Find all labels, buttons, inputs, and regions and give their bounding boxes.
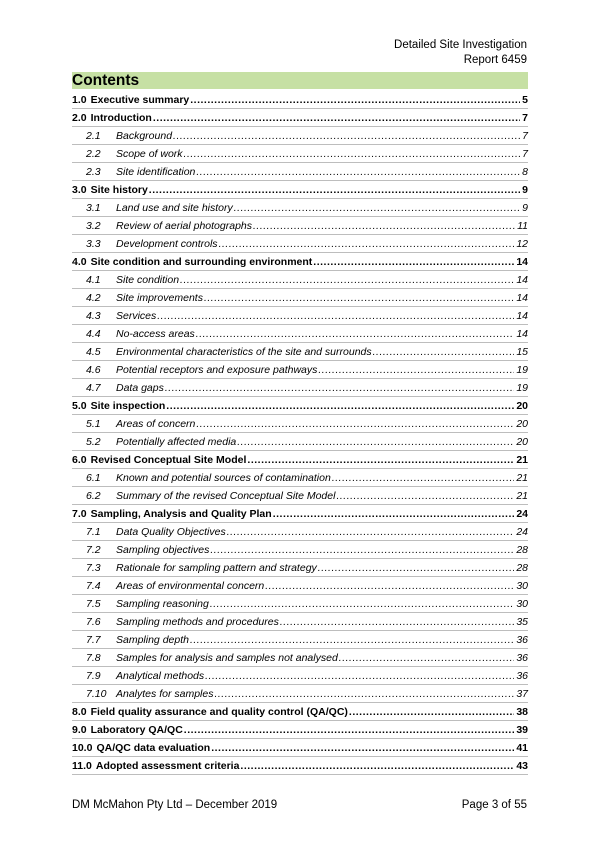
toc-dot-leader bbox=[349, 703, 514, 721]
toc-entry-number: 7.3 bbox=[86, 562, 101, 574]
toc-dot-leader bbox=[280, 613, 514, 631]
toc-entry[interactable] bbox=[72, 163, 528, 181]
toc-dot-leader bbox=[184, 721, 515, 739]
toc-entry[interactable] bbox=[72, 199, 528, 217]
toc-entry-title: Site condition and surrounding environment bbox=[90, 256, 313, 268]
toc-entry[interactable] bbox=[72, 361, 528, 379]
toc-entry-number: 6.2 bbox=[86, 490, 101, 502]
toc-dot-leader bbox=[214, 685, 514, 703]
toc-entry-title: Analytical methods bbox=[116, 670, 205, 682]
toc-entry-number: 7.8 bbox=[86, 652, 101, 664]
toc-entry[interactable] bbox=[72, 271, 528, 289]
toc-dot-leader bbox=[240, 757, 514, 775]
toc-entry-page-number: 11 bbox=[517, 220, 528, 232]
toc-entry-number: 3.3 bbox=[86, 238, 101, 250]
toc-entry-title: Scope of work bbox=[116, 148, 183, 160]
toc-entry-page-number: 19 bbox=[516, 364, 528, 376]
toc-entry-title: Analytes for samples bbox=[116, 688, 214, 700]
toc-entry-title: Areas of concern bbox=[116, 418, 196, 430]
toc-entry-page-number: 9 bbox=[522, 202, 528, 214]
toc-entry-page-number: 21 bbox=[516, 454, 528, 466]
toc-entry-page-number: 14 bbox=[516, 310, 528, 322]
toc-entry-page-number: 37 bbox=[516, 688, 528, 700]
toc-entry-title: Background bbox=[116, 130, 173, 142]
toc-entry-number: 4.4 bbox=[86, 328, 101, 340]
toc-entry-title: Samples for analysis and samples not analysed bbox=[116, 652, 338, 664]
toc-entry-number: 4.1 bbox=[86, 274, 101, 286]
toc-entry-number: 4.7 bbox=[86, 382, 101, 394]
toc-entry-title: Data Quality Objectives bbox=[116, 526, 226, 538]
toc-entry[interactable] bbox=[72, 325, 528, 343]
toc-entry[interactable] bbox=[72, 433, 528, 451]
toc-entry-page-number: 28 bbox=[516, 562, 528, 574]
toc-entry[interactable] bbox=[72, 667, 528, 685]
toc-entry-number: 4.0 bbox=[72, 256, 87, 268]
toc-dot-leader bbox=[211, 739, 514, 757]
toc-entry-number: 7.10 bbox=[86, 688, 107, 700]
toc-dot-leader bbox=[332, 469, 515, 487]
toc-entry[interactable] bbox=[72, 523, 528, 541]
toc-entry-page-number: 7 bbox=[522, 148, 528, 160]
toc-entry-title: Services bbox=[116, 310, 157, 322]
toc-dot-leader bbox=[196, 325, 515, 343]
toc-entry-title: Potential receptors and exposure pathways bbox=[116, 364, 318, 376]
toc-entry-page-number: 7 bbox=[522, 130, 528, 142]
toc-dot-leader bbox=[184, 145, 521, 163]
toc-entry-title: Sampling objectives bbox=[116, 544, 210, 556]
toc-dot-leader bbox=[237, 433, 514, 451]
toc-entry-number: 5.2 bbox=[86, 436, 101, 448]
toc-entry-page-number: 21 bbox=[516, 472, 528, 484]
toc-entry-number: 7.0 bbox=[72, 508, 87, 520]
toc-entry-page-number: 24 bbox=[516, 508, 528, 520]
toc-entry-title: Adopted assessment criteria bbox=[95, 760, 240, 772]
toc-entry-number: 4.6 bbox=[86, 364, 101, 376]
toc-dot-leader bbox=[157, 307, 514, 325]
toc-entry-title: Site history bbox=[90, 184, 148, 196]
toc-entry[interactable] bbox=[72, 595, 528, 613]
toc-dot-leader bbox=[180, 271, 514, 289]
toc-entry-title: Site identification bbox=[116, 166, 196, 178]
toc-entry[interactable] bbox=[72, 217, 528, 235]
toc-dot-leader bbox=[196, 163, 520, 181]
toc-entry[interactable] bbox=[72, 109, 528, 127]
toc-entry-page-number: 14 bbox=[516, 292, 528, 304]
toc-dot-leader bbox=[210, 595, 515, 613]
toc-entry-number: 7.5 bbox=[86, 598, 101, 610]
toc-entry-page-number: 41 bbox=[516, 742, 528, 754]
toc-entry-page-number: 39 bbox=[516, 724, 528, 736]
toc-entry-title: No-access areas bbox=[116, 328, 195, 340]
toc-entry[interactable] bbox=[72, 487, 528, 505]
toc-entry-title: Site inspection bbox=[90, 400, 166, 412]
toc-entry[interactable] bbox=[72, 703, 528, 721]
toc-dot-leader bbox=[219, 235, 515, 253]
toc-entry-number: 7.9 bbox=[86, 670, 101, 682]
toc-entry[interactable] bbox=[72, 91, 528, 109]
toc-entry-page-number: 30 bbox=[516, 598, 528, 610]
toc-entry-title: Sampling reasoning bbox=[116, 598, 209, 610]
toc-entry[interactable] bbox=[72, 451, 528, 469]
toc-dot-leader bbox=[190, 631, 514, 649]
toc-dot-leader bbox=[234, 199, 520, 217]
toc-entry-number: 7.7 bbox=[86, 634, 101, 646]
toc-dot-leader bbox=[153, 109, 520, 127]
toc-entry-page-number: 14 bbox=[516, 256, 528, 268]
toc-entry-number: 11.0 bbox=[72, 760, 92, 772]
toc-entry-title: QA/QC data evaluation bbox=[96, 742, 211, 754]
toc-dot-leader bbox=[313, 253, 514, 271]
toc-entry[interactable] bbox=[72, 253, 528, 271]
toc-entry-page-number: 9 bbox=[522, 184, 528, 196]
toc-dot-leader bbox=[204, 289, 514, 307]
toc-entry[interactable] bbox=[72, 613, 528, 631]
toc-entry[interactable] bbox=[72, 469, 528, 487]
toc-entry-title: Potentially affected media bbox=[116, 436, 237, 448]
toc-entry-number: 5.0 bbox=[72, 400, 87, 412]
toc-entry[interactable] bbox=[72, 559, 528, 577]
toc-entry[interactable] bbox=[72, 577, 528, 595]
toc-entry[interactable] bbox=[72, 685, 528, 703]
toc-entry[interactable] bbox=[72, 127, 528, 145]
toc-entry-number: 2.1 bbox=[86, 130, 101, 142]
toc-entry-number: 2.0 bbox=[72, 112, 87, 124]
toc-entry-page-number: 43 bbox=[516, 760, 528, 772]
toc-entry-title: Areas of environmental concern bbox=[116, 580, 265, 592]
header-document-title: Detailed Site Investigation bbox=[394, 39, 527, 51]
toc-dot-leader bbox=[253, 217, 515, 235]
toc-dot-leader bbox=[205, 667, 514, 685]
toc-entry[interactable] bbox=[72, 145, 528, 163]
toc-entry-title: Known and potential sources of contamination bbox=[116, 472, 331, 484]
toc-entry-number: 2.3 bbox=[86, 166, 101, 178]
toc-entry[interactable] bbox=[72, 397, 528, 415]
toc-entry-number: 7.2 bbox=[86, 544, 101, 556]
toc-entry-number: 7.1 bbox=[86, 526, 101, 538]
footer-company-date: DM McMahon Pty Ltd – December 2019 bbox=[72, 799, 278, 811]
toc-dot-leader bbox=[166, 397, 514, 415]
toc-dot-leader bbox=[247, 451, 514, 469]
toc-entry-page-number: 7 bbox=[522, 112, 528, 124]
toc-entry-title: Laboratory QA/QC bbox=[90, 724, 183, 736]
toc-entry-number: 3.1 bbox=[86, 202, 101, 214]
toc-entry-number: 7.6 bbox=[86, 616, 101, 628]
page-footer bbox=[72, 799, 527, 811]
toc-entry-number: 6.0 bbox=[72, 454, 87, 466]
toc-dot-leader bbox=[339, 649, 515, 667]
toc-entry-title: Rationale for sampling pattern and strategy bbox=[116, 562, 317, 574]
toc-entry-page-number: 15 bbox=[516, 346, 528, 358]
toc-entry-title: Land use and site history bbox=[116, 202, 233, 214]
toc-dot-leader bbox=[265, 577, 514, 595]
toc-entry-number: 7.4 bbox=[86, 580, 101, 592]
header-report-number: Report 6459 bbox=[463, 54, 527, 66]
table-of-contents bbox=[72, 91, 528, 775]
toc-entry-title: Site improvements bbox=[116, 292, 203, 304]
toc-entry[interactable] bbox=[72, 289, 528, 307]
toc-entry-title: Revised Conceptual Site Model bbox=[90, 454, 247, 466]
toc-entry-page-number: 35 bbox=[516, 616, 528, 628]
toc-entry-number: 9.0 bbox=[72, 724, 87, 736]
toc-entry[interactable] bbox=[72, 631, 528, 649]
toc-entry-page-number: 20 bbox=[516, 418, 528, 430]
toc-dot-leader bbox=[190, 91, 520, 109]
toc-entry-number: 2.2 bbox=[86, 148, 101, 160]
toc-entry-number: 4.2 bbox=[86, 292, 101, 304]
toc-entry-page-number: 36 bbox=[516, 652, 528, 664]
toc-entry-title: Sampling methods and procedures bbox=[116, 616, 279, 628]
toc-entry-number: 10.0 bbox=[72, 742, 93, 754]
toc-dot-leader bbox=[318, 559, 515, 577]
toc-entry-title: Introduction bbox=[90, 112, 152, 124]
toc-entry-page-number: 36 bbox=[516, 634, 528, 646]
page-header bbox=[394, 38, 527, 68]
toc-entry-title: Field quality assurance and quality control (QA/QC) bbox=[90, 706, 348, 718]
toc-entry[interactable] bbox=[72, 235, 528, 253]
toc-dot-leader bbox=[373, 343, 515, 361]
toc-entry[interactable] bbox=[72, 505, 528, 523]
footer-page-number: Page 3 of 55 bbox=[461, 799, 527, 811]
toc-dot-leader bbox=[149, 181, 520, 199]
toc-entry[interactable] bbox=[72, 649, 528, 667]
toc-entry-page-number: 5 bbox=[522, 94, 528, 106]
toc-entry[interactable] bbox=[72, 181, 528, 199]
toc-entry[interactable] bbox=[72, 379, 528, 397]
toc-entry[interactable] bbox=[72, 415, 528, 433]
toc-entry-page-number: 36 bbox=[516, 670, 528, 682]
toc-entry-page-number: 14 bbox=[516, 328, 528, 340]
toc-entry-title: Data gaps bbox=[116, 382, 164, 394]
toc-entry[interactable] bbox=[72, 739, 528, 757]
toc-entry[interactable] bbox=[72, 757, 528, 775]
toc-entry-number: 3.2 bbox=[86, 220, 101, 232]
toc-entry-page-number: 14 bbox=[516, 274, 528, 286]
toc-entry-title: Sampling depth bbox=[116, 634, 189, 646]
toc-entry[interactable] bbox=[72, 307, 528, 325]
toc-entry-page-number: 30 bbox=[516, 580, 528, 592]
toc-entry-page-number: 28 bbox=[516, 544, 528, 556]
toc-entry-title: Development controls bbox=[116, 238, 218, 250]
toc-dot-leader bbox=[173, 127, 520, 145]
toc-entry-title: Review of aerial photographs bbox=[116, 220, 252, 232]
toc-entry-title: Summary of the revised Conceptual Site Model bbox=[116, 490, 336, 502]
toc-dot-leader bbox=[196, 415, 514, 433]
toc-entry-title: Executive summary bbox=[90, 94, 190, 106]
toc-entry[interactable] bbox=[72, 343, 528, 361]
toc-dot-leader bbox=[227, 523, 515, 541]
toc-entry-page-number: 8 bbox=[522, 166, 528, 178]
toc-dot-leader bbox=[210, 541, 514, 559]
toc-entry-number: 5.1 bbox=[86, 418, 101, 430]
toc-entry-page-number: 21 bbox=[516, 490, 528, 502]
toc-entry-page-number: 24 bbox=[516, 526, 528, 538]
toc-entry[interactable] bbox=[72, 721, 528, 739]
toc-dot-leader bbox=[318, 361, 514, 379]
toc-entry[interactable] bbox=[72, 541, 528, 559]
toc-entry-page-number: 38 bbox=[516, 706, 528, 718]
toc-entry-page-number: 19 bbox=[516, 382, 528, 394]
toc-entry-title: Site condition bbox=[116, 274, 180, 286]
toc-dot-leader bbox=[273, 505, 515, 523]
toc-entry-page-number: 20 bbox=[516, 436, 528, 448]
toc-entry-title: Environmental characteristics of the site and surrounds bbox=[116, 346, 372, 358]
toc-entry-number: 4.3 bbox=[86, 310, 101, 322]
toc-entry-number: 4.5 bbox=[86, 346, 101, 358]
toc-entry-number: 1.0 bbox=[72, 94, 87, 106]
toc-dot-leader bbox=[336, 487, 514, 505]
toc-entry-number: 3.0 bbox=[72, 184, 87, 196]
toc-entry-title: Sampling, Analysis and Quality Plan bbox=[90, 508, 272, 520]
toc-entry-page-number: 20 bbox=[516, 400, 528, 412]
toc-entry-page-number: 12 bbox=[516, 238, 528, 250]
contents-heading: Contents bbox=[72, 72, 528, 89]
toc-entry-number: 8.0 bbox=[72, 706, 87, 718]
toc-entry-number: 6.1 bbox=[86, 472, 101, 484]
toc-dot-leader bbox=[165, 379, 514, 397]
